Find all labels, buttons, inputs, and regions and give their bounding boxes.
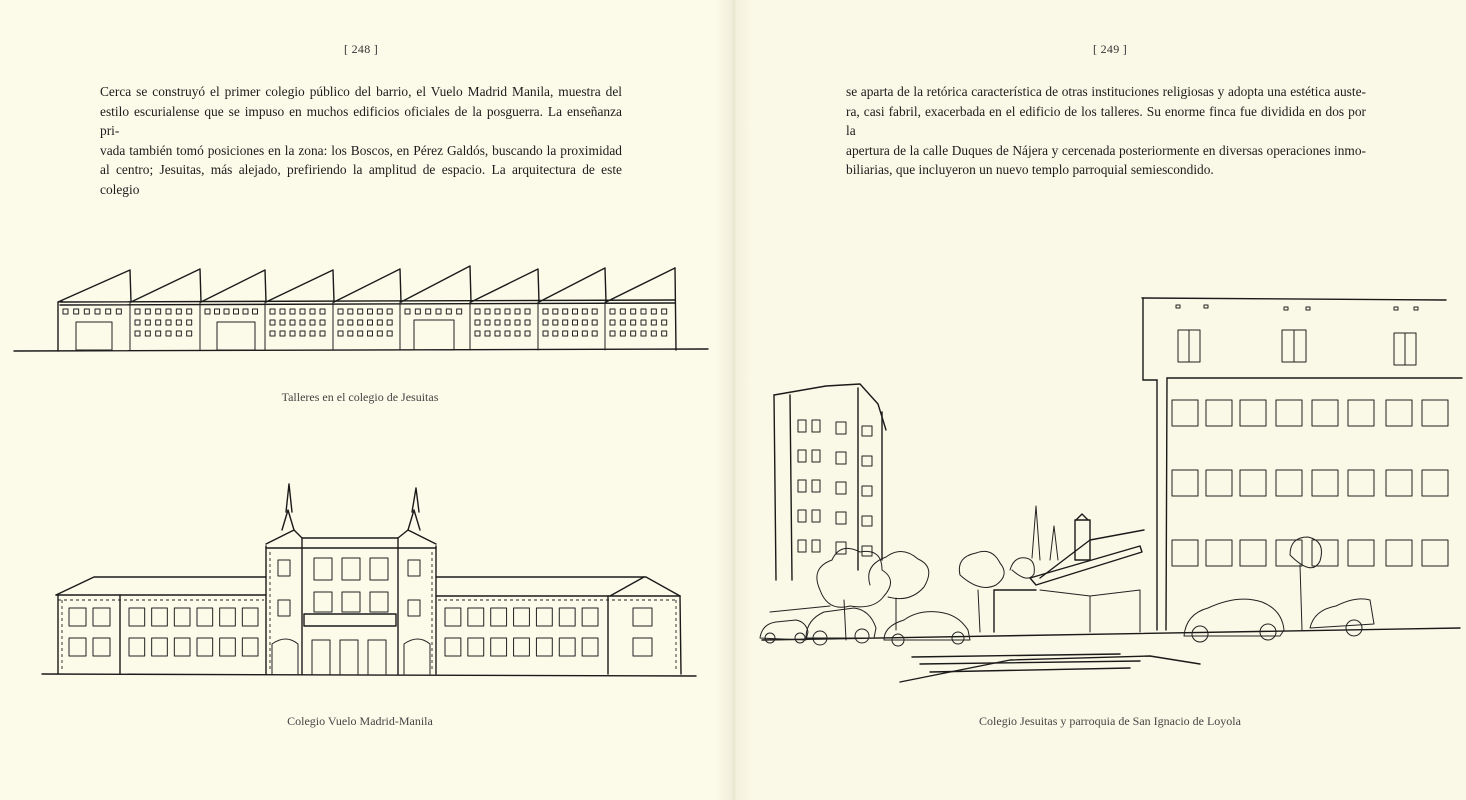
body-line: estilo escurialense que se impuso en muchos edificios oficiales de la posguerra. La enseñanza pri-	[100, 103, 622, 138]
left-page-number: [ 248 ]	[344, 42, 379, 56]
body-line: ra, casi fabril, exacerbada en el edificio de los talleres. Su enorme finca fue dividida en dos por la	[846, 103, 1366, 138]
caption-jesuitas: Colegio Jesuitas y parroquia de San Ignacio de Loyola	[979, 714, 1241, 728]
body-line: vada también tomó posiciones en la zona: los Boscos, en Pérez Galdós, buscando la proximidad	[100, 142, 622, 158]
body-line: biliarias, que incluyeron un nuevo templo parroquial semiescondido.	[846, 162, 1214, 177]
caption-vuelo: Colegio Vuelo Madrid-Manila	[287, 714, 433, 728]
right-page-number: [ 249 ]	[1093, 42, 1128, 56]
body-line: apertura de la calle Duques de Nájera y cercenada posteriormente en diversas operaciones inmo-	[846, 142, 1366, 158]
caption-talleres: Talleres en el colegio de Jesuitas	[281, 390, 439, 404]
body-line: se aparta de la retórica característica de otras instituciones religiosas y adopta una estética auste-	[846, 84, 1366, 99]
body-line: Cerca se construyó el primer colegio público del barrio, el Vuelo Madrid Manila, muestra del	[100, 84, 622, 99]
body-line: al centro; Jesuitas, más alejado, prefiriendo la amplitud de espacio. La arquitectura de este colegio	[100, 162, 622, 197]
